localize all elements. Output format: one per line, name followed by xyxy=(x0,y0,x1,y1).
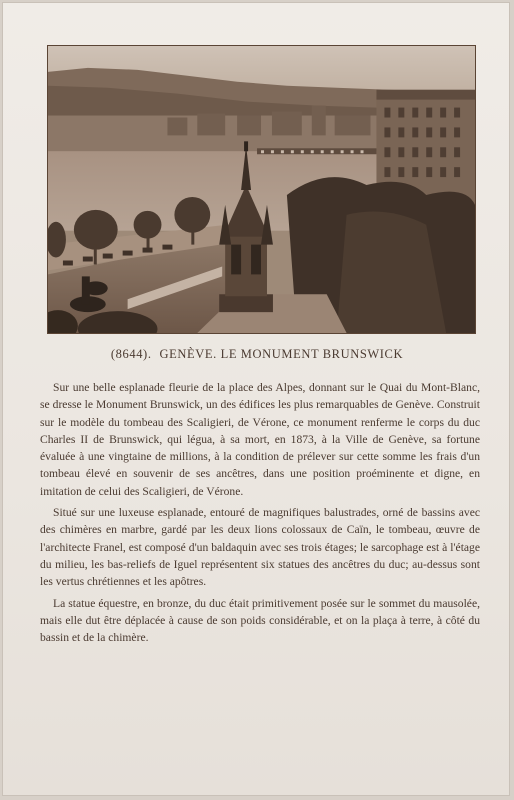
catalog-number: (8644). xyxy=(110,347,152,361)
photo-illustration xyxy=(48,46,475,333)
photo-caption xyxy=(3,347,510,362)
postcard xyxy=(2,2,510,796)
monument-photograph xyxy=(47,45,476,334)
paragraph-3: La statue équestre, en bronze, du duc était primitivement posée sur le sommet du mausolée, mais elle dut être déplacée à cause de son poids considérable, et on la plaça à terre, à côté du bassin et de la chimère. xyxy=(40,596,480,645)
paragraph-1: Sur une belle esplanade fleurie de la place des Alpes, donnant sur le Quai du Mont-Blanc, se dresse le Monument Brunswick, un des édifices les plus remarquables de Genève. Construit sur le modèle du tombeau des Scaligieri, de Vérone, ce monument renferme le corps du duc Charles II de Brunswick, qui légua, à sa mort, en 1873, à la Ville de Genève, sa fortune évaluée à une vingtaine de millions, à la condition de prélever sur cette somme les frais d'un tombeau élevé en souvenir de ses ancêtres, dans une position proéminente et digne, en imitation de celui des Scaligieri, de Vérone. xyxy=(40,381,480,498)
caption-title: GENÈVE. LE MONUMENT BRUNSWICK xyxy=(159,347,404,361)
description-text xyxy=(40,379,480,650)
paragraph-2: Situé sur une luxeuse esplanade, entouré de magnifiques balustrades, orné de bassins avec des chimères en marbre, gardé par les deux lions colossaux de Caïn, le tombeau, œuvre de l'architecte Franel, est composé d'un baldaquin avec ses trois étages; le sarcophage est à l'étage du milieu, les bas-reliefs de Iguel représentent six statues des ancêtres du duc; au-dessus sont les vertus chrétiennes et les apôtres. xyxy=(40,506,480,589)
